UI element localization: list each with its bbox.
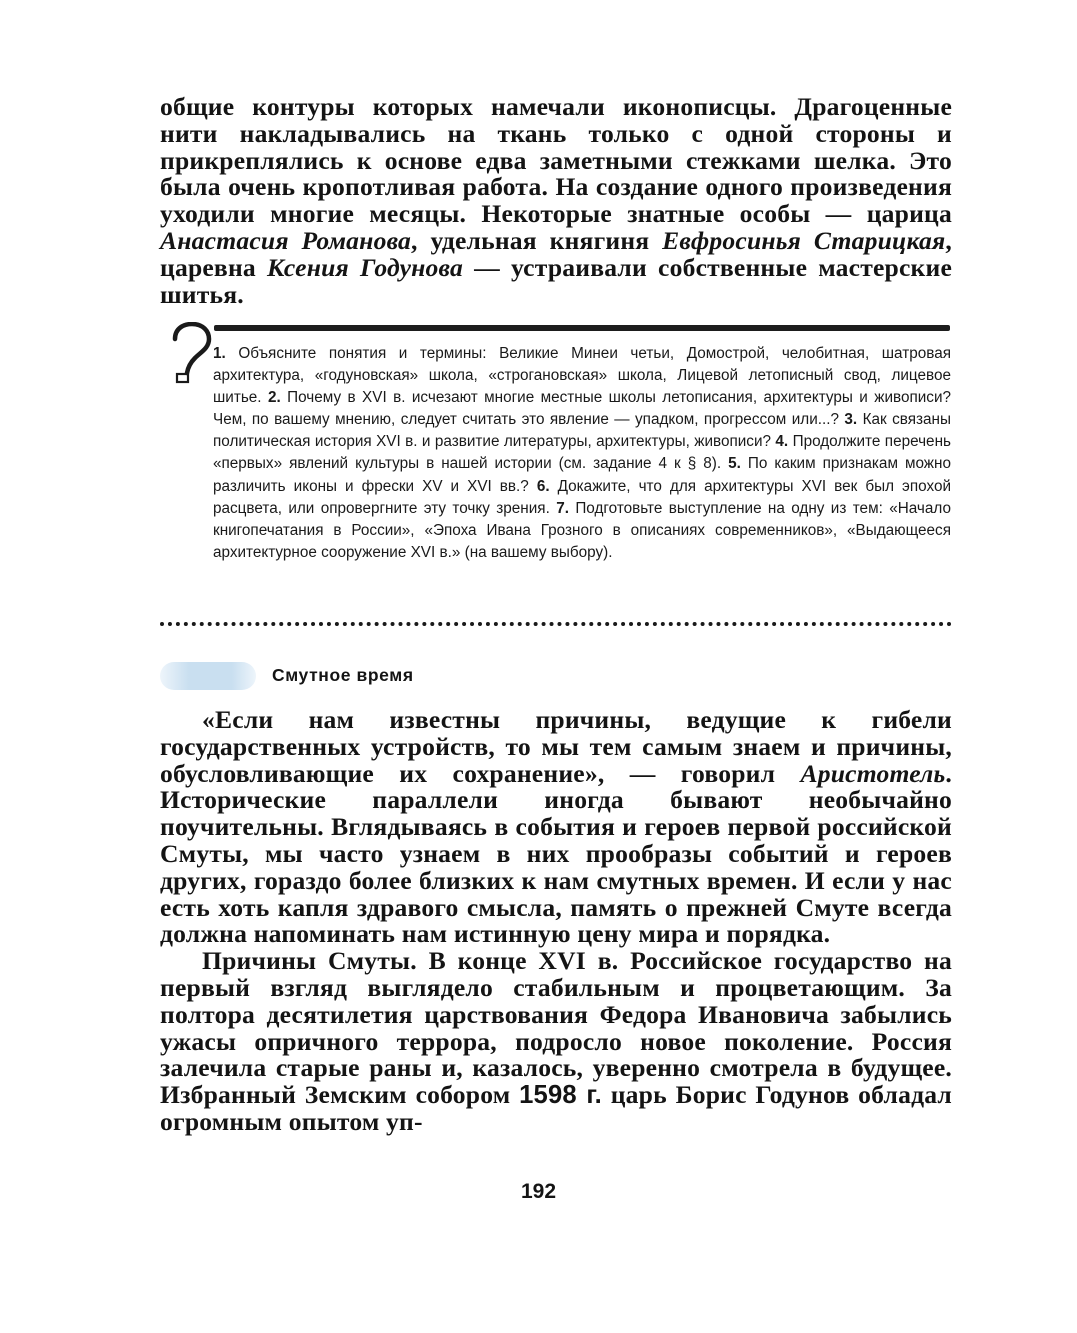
text-run: общие контуры которых намечали иконописцы. Драгоценные нити накладывались на ткань только с одной стороны и прикреплялись к основе едва заметными стежками шелка. Это была очень кропотливая работа. На создание одного произведения уходили многие месяцы. Некоторые знатные особы — царица — [160, 92, 952, 229]
question-mark-icon — [168, 322, 214, 384]
question-number: 2. — [267, 389, 281, 407]
paragraph-heading: Причины Смуты. — [202, 946, 417, 976]
question-number: 5. — [728, 455, 741, 473]
paragraph — [160, 707, 952, 948]
question-number: 3. — [844, 411, 858, 429]
question-text: Объясните понятия и термины: Великие Минеи четьи, Домострой, челобитная, шатровая архитектура, «годуновская» школа, «строгановская» школа, Лицевой летописный свод, лицевое шитье. — [213, 345, 951, 407]
year: 1598 г. — [519, 1081, 602, 1110]
paragraph — [160, 948, 952, 1136]
question-number: 1. — [213, 345, 226, 362]
text-run: — устраивали собственные мастерские шитья. — [160, 252, 952, 309]
text-run: , удельная княгиня — [411, 225, 663, 255]
page-number: 192 — [520, 1180, 557, 1203]
text-run: «Если нам известны причины, ведущие к гибели государственных устройств, то мы тем самым знаем и причины, обусловливающие их сохранение», — говорил — [160, 705, 952, 788]
section-title: Смутное время — [272, 665, 414, 685]
text-run: В конце XVI в. Российское государство на первый взгляд выглядело стабильным и процветающим. За полтора десятилетия царствования Федора Ивановича забылись ужасы опричного террора, подросло новое поколение. Россия залечила старые раны и, казалось, уверенно смотрела в будущее. Избранный Земским собором — [160, 946, 952, 1110]
question-text: Как связаны политическая история XVI в. и развитие литературы, архитектуры, живописи? — [213, 411, 951, 451]
section-body — [160, 707, 952, 1136]
question-number: 4. — [775, 433, 789, 451]
section-badge — [160, 662, 256, 690]
question-text: Продолжите перечень «первых» явлений культуры в нашей истории (см. задание 4 к § 8). — [213, 433, 951, 473]
question-text: Почему в XVI в. исчезают многие местные школы летописания, архитектуры и живописи? Чем, по вашему мнению, следует считать это явление — упадком, прогрессом или...? — [213, 389, 951, 429]
questions-block — [213, 343, 951, 564]
text-run: , царевна — [160, 225, 953, 282]
question-number: 6. — [536, 477, 550, 495]
person-name: Анастасия Романова — [160, 225, 412, 255]
question-number: 7. — [556, 499, 569, 517]
text-run: . Исторические параллели иногда бывают необычайно поучительны. Вглядываясь в события и героев первой российской Смуты, мы часто узнаем в них прообразы событий и героев других, гораздо более близких к нам смутных времен. И если у нас есть хоть капля здравого смысла, память о прежней Смуте всегда должна напоминать нам истинную цену мира и порядка. — [160, 758, 952, 949]
person-name: Аристотель — [800, 758, 946, 788]
questions-top-rule — [214, 325, 950, 331]
top-paragraph — [160, 94, 952, 308]
text-run: царь Борис Годунов обладал огромным опытом уп- — [160, 1080, 952, 1136]
question-text: По каким признакам можно различить иконы и фрески XV и XVI вв.? — [213, 455, 951, 495]
question-text: Подготовьте выступление на одну из тем: «Начало книгопечатания в России», «Эпоха Ивана Грозного в описаниях современников», «Выдающееся архитектурное сооружение XVI в.» (на вашему выбору). — [213, 499, 952, 561]
questions-bottom-rule — [160, 622, 952, 626]
person-name: Ксения Годунова — [267, 252, 463, 282]
person-name: Евфросинья Старицкая — [662, 225, 946, 255]
question-text: Докажите, что для архитектуры XVI век был эпохой расцвета, или опровергните эту точку зрения. — [213, 477, 951, 517]
